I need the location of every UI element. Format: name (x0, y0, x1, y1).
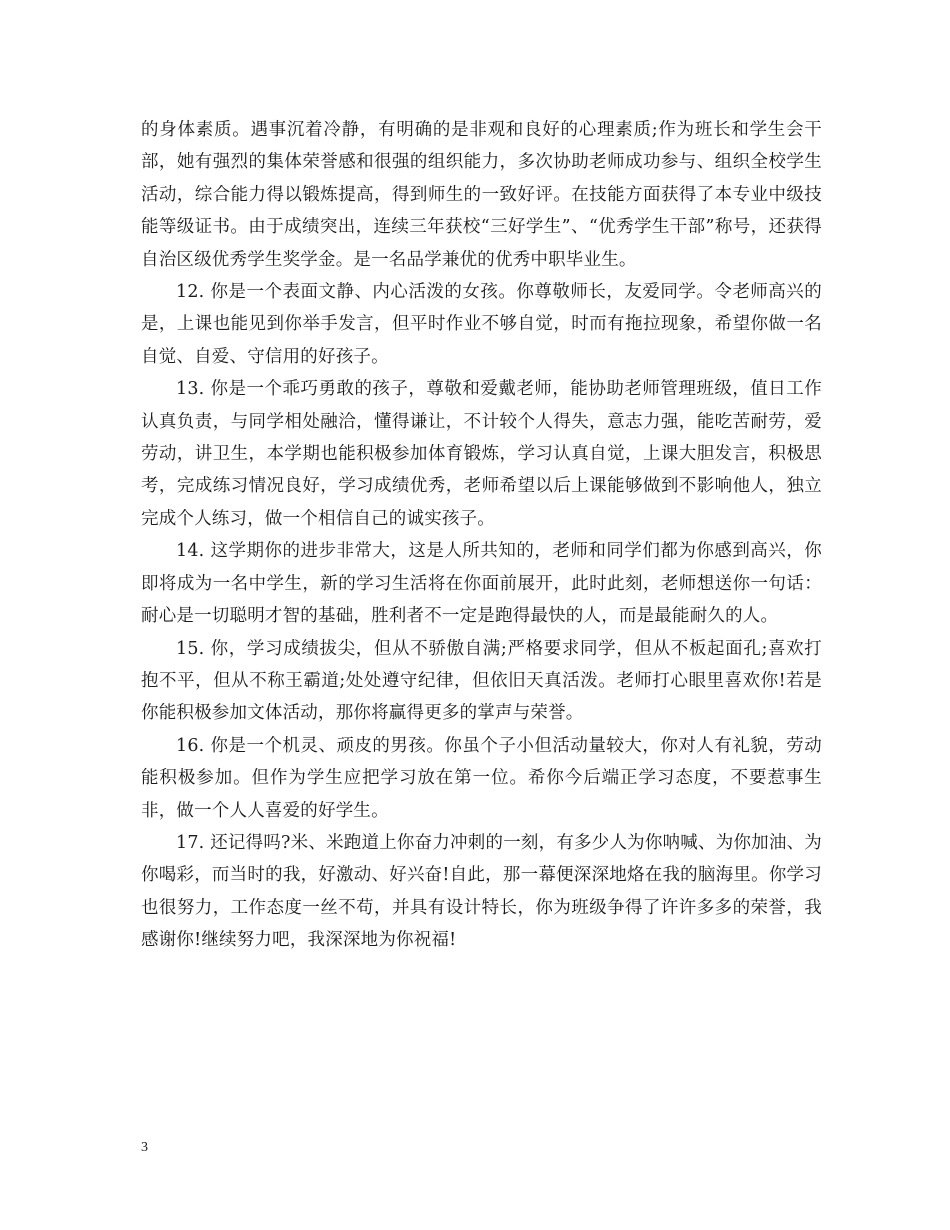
paragraph-comment-15: 15. 你，学习成绩拔尖，但从不骄傲自满;严格要求同学，但从不板起面孔;喜欢打抱不平，但从不称王霸道;处处遵守纪律，但依旧天真活泼。老师打心眼里喜欢你!若是你能积极参加文体活动，那你将赢得更多的掌声与荣誉。 (141, 638, 822, 724)
paragraph-comment-13: 13. 你是一个乖巧勇敢的孩子，尊敬和爱戴老师，能协助老师管理班级，值日工作认真负责，与同学相处融洽，懂得谦让，不计较个人得失，意志力强，能吃苦耐劳，爱劳动，讲卫生，本学期也能积极参加体育锻炼，学习认真自觉，上课大胆发言，积极思考，完成练习情况良好，学习成绩优秀，老师希望以后上课能够做到不影响他人，独立完成个人练习，做一个相信自己的诚实孩子。 (141, 379, 822, 529)
paragraph-comment-16: 16. 你是一个机灵、顽皮的男孩。你虽个子小但活动量较大，你对人有礼貌，劳动能积极参加。但作为学生应把学习放在第一位。希你今后端正学习态度，不要惹事生非，做一个人人喜爱的好学生。 (141, 735, 822, 821)
paragraph-comment-12: 12. 你是一个表面文静、内心活泼的女孩。你尊敬师长，友爱同学。令老师高兴的是，上课也能见到你举手发言，但平时作业不够自觉，时而有拖拉现象，希望你做一名自觉、自爱、守信用的好孩子。 (141, 282, 822, 367)
page-number: 3 (141, 1140, 148, 1155)
document-body (141, 114, 822, 957)
paragraph-comment-17: 17. 还记得吗?米、米跑道上你奋力冲刺的一刻，有多少人为你呐喊、为你加油、为你喝彩，而当时的我，好激动、好兴奋!自此，那一幕便深深地烙在我的脑海里。你学习也很努力，工作态度一丝不苟，并具有设计特长，你为班级争得了许许多多的荣誉，我感谢你!继续努力吧，我深深地为你祝福! (141, 832, 822, 951)
paragraph-continuation: 的身体素质。遇事沉着冷静，有明确的是非观和良好的心理素质;作为班长和学生会干部，她有强烈的集体荣誉感和很强的组织能力，多次协助老师成功参与、组织全校学生活动，综合能力得以锻炼提高，得到师生的一致好评。在技能方面获得了本专业中级技能等级证书。由于成绩突出，连续三年获校“三好学生”、“优秀学生干部”称号，还获得自治区级优秀学生奖学金。是一名品学兼优的优秀中职毕业生。 (141, 120, 822, 270)
paragraph-comment-14: 14. 这学期你的进步非常大，这是人所共知的，老师和同学们都为你感到高兴，你即将成为一名中学生，新的学习生活将在你面前展开，此时此刻，老师想送你一句话：耐心是一切聪明才智的基础，胜利者不一定是跑得最快的人，而是最能耐久的人。 (141, 541, 822, 627)
